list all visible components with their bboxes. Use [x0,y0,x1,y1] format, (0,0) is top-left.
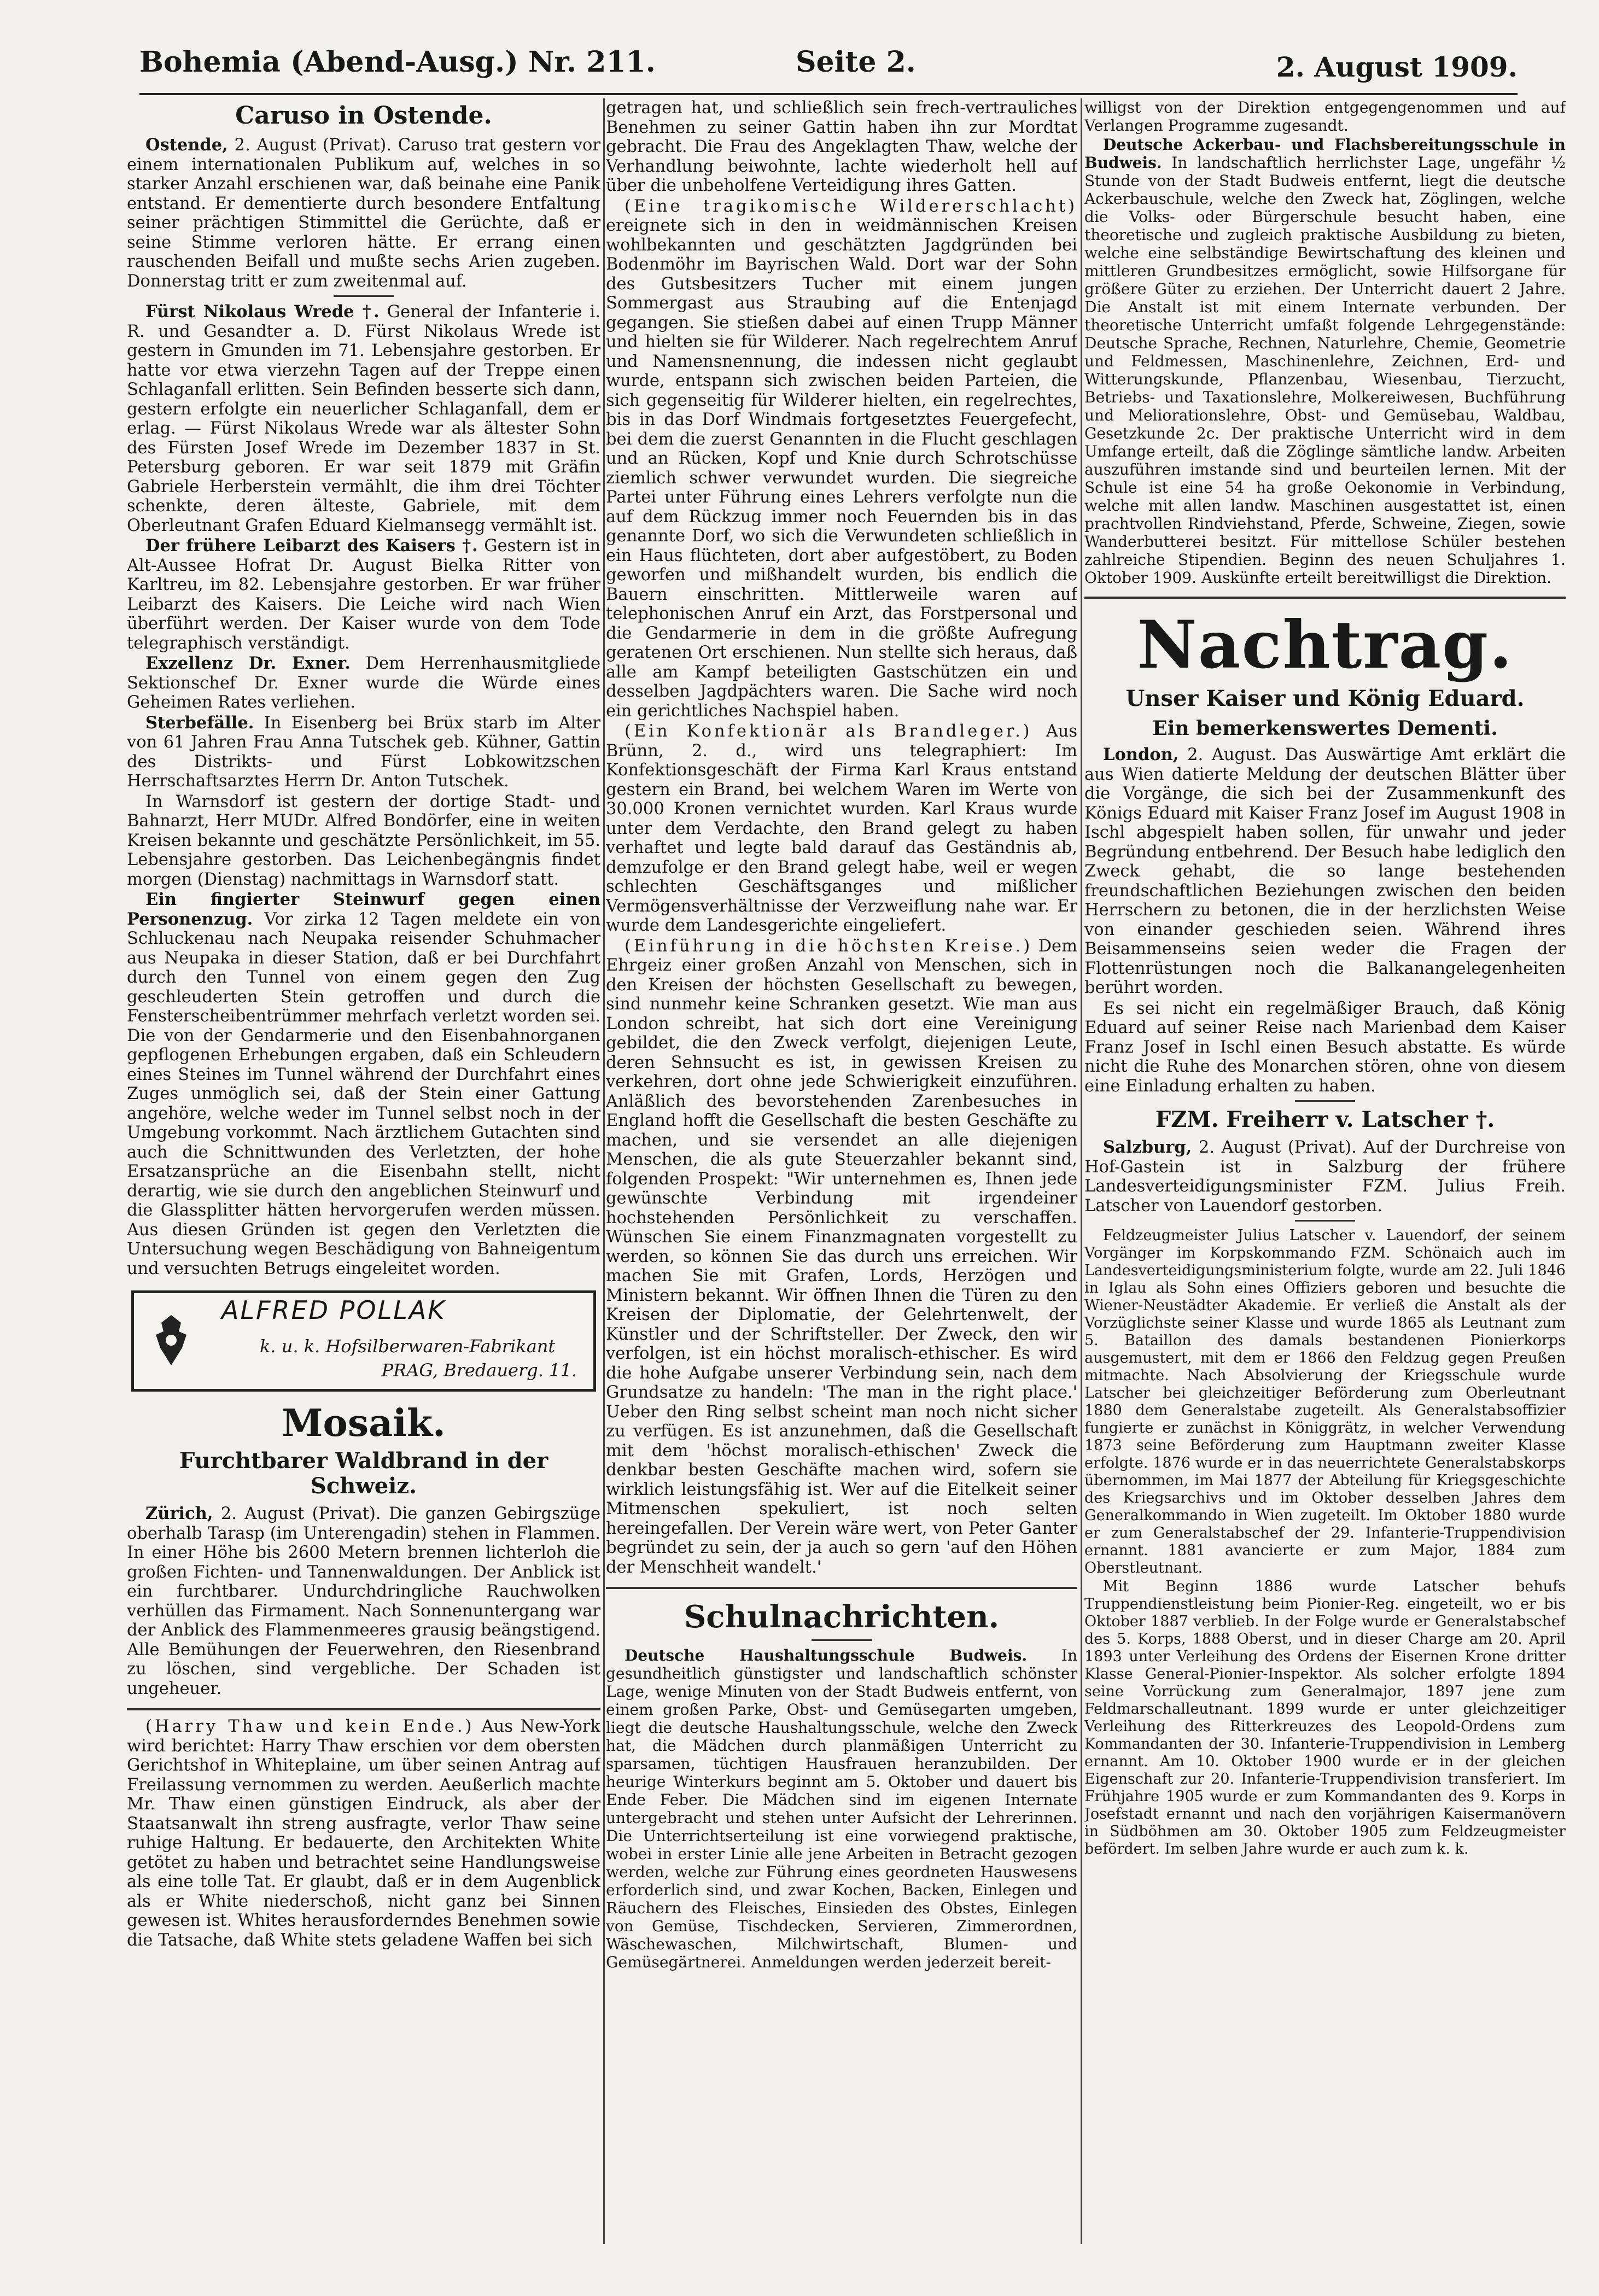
divider [127,1708,600,1710]
haushalt-article [606,1646,1077,1971]
latscher-bio-2: Mit Beginn 1886 wurde Latscher behufs Truppendienstleistung beim Pionier-Reg. eingeteilt, wo er bis Oktober 1887 verblieb. In der Folge wurde er Generalstabschef des 5. Korps, 1888 Oberst, und in dieser Charge am 20. April 1893 unter Verleihung des Ordens der Eisernen Krone dritter Klasse General-Pionier-Inspektor. Als solcher erfolgte 1894 seine Vorrückung zum Generalmajor, 1897 jene zum Feldmarschalleutnant. 1899 wurde er unter gleichzeitiger Verleihung des Ritterkreuzes des Leopold-Ordens zum Kommandanten der 30. Infanterie-Truppendivision in Lemberg ernannt. Am 10. Oktober 1900 wurde er in der gleichen Eigenschaft zur 20. Infanterie-Truppendivision transferiert. Im Frühjahre 1905 wurde er zum Kommandanten des 9. Korps in Josefstadt ernannt und nach den vorjährigen Kaisermanövern in Südböhmen am 30. Oktober 1905 zum Feldzeugmeister befördert. Im selben Jahre wurde er auch zum k. k. [1084,1578,1566,1857]
kreise-article [606,937,1077,1578]
thaw-article [127,1717,600,1950]
caruso-heading: Caruso in Ostende. [235,102,492,130]
nachtrag-subheading-2: Ein bemerkenswertes Dementi. [1152,717,1498,740]
divider [812,1639,872,1641]
kreise-lead: (Einführung in die höchsten Kreise.) [625,936,1033,956]
divider [334,295,394,297]
pollak-advertisement [131,1290,596,1392]
brand-text: Aus Brünn, 2. d., wird uns telegraphiert: Im Konfektionsgeschäft der Firma Karl Kraus entstand gestern ein Brand, bei welchem Waren im Werte von 30.000 Kronen vernichtet wurden. Karl Kraus wurde unter dem Verdachte, den Brand gelegt zu haben verhaftet und legte bald darauf das Geständnis ab, demzufolge er den Brand gelegt habe, weil er wegen schlechten Geschäftsganges und mißlicher Vermögensverhältnisse der Verzweiflung nahe war. Er wurde dem Landesgerichte eingeliefert. [606,722,1077,935]
schul-heading: Schulnachrichten. [684,1599,1000,1635]
brand-lead: (Ein Konfektionär als Brandleger.) [625,722,1032,741]
divider [1084,597,1566,599]
waldbrand-article [127,1504,600,1698]
haushalt-text: In gesundheitlich günstigster und landschaftlich schönster Lage, wenige Minuten von der Stadt Budweis entfernt, von einem großen Parke, Obst- und Gemüsegarten umgeben, liegt die deutsche Haushaltungsschule, welche den Zweck hat, die Mädchen durch planmäßigen Unterricht zu sparsamen, tüchtigen Hausfrauen heranzubilden. Der heurige Winterkurs beginnt am 5. Oktober und dauert bis Ende Feber. Die Mädchen sind im eigenen Internate untergebracht und stehen unter Aufsicht der Lehrerinnen. Die Unterrichtserteilung ist eine vorwiegend praktische, wobei in erster Linie alle jene Arbeiten in Betracht gezogen werden, welche zur Führung eines geordneten Hauswesens erforderlich sind, und zwar Kochen, Backen, Einlegen und Räuchern des Fleisches, Einsieden des Obstes, Einlegen von Gemüse, Tischdecken, Servieren, Zimmerordnen, Wäschewaschen, Milchwirtschaft, Blumen- und Gemüsegärtnerei. Anmeldungen werden jederzeit bereit- [606,1646,1077,1971]
column-rule-1 [603,98,605,2244]
london-dateline: London, [1103,745,1179,764]
ad-description: k. u. k. Hofsilberwaren-Fabrikant [260,1336,556,1357]
page-header [139,41,1518,95]
bielka-lead: Der frühere Leibarzt des Kaisers †. [145,536,478,556]
ackerbau-lead: Deutsche Ackerbau- und Flachsbereitungsschule in Budweis. [1084,136,1566,172]
caruso-article [127,136,600,291]
latscher-article [1084,1138,1566,1216]
mosaik-heading: Mosaik. [282,1401,446,1445]
column-3 [1084,98,1566,2247]
divider [1295,1100,1355,1102]
header-publication: Bohemia (Abend-Ausg.) Nr. 211. [139,45,656,79]
sterbe-text-1: In Eisenberg bei Brüx starb im Alter von 61 Jahren Frau Anna Tutschek geb. Kühner, Gattin des Distrikts- und Fürst Lobkowitzschen Herrschaftsarztes Herrn Dr. Anton Tutschek. [127,713,600,791]
column-1 [127,98,600,2247]
wilderer-text: ereignete sich in den in weidmännischen Kreisen wohlbekannten und geschätzten Jagdgründen bei Bodenmöhr im Bayrischen Wald. Dort war der Sohn des Gutsbesitzers Tucher mit einem jungen Sommergast aus Straubing auf die Entenjagd gegangen. Sie stießen dabei auf einen Trupp Männer und hielten sie für Wilderer. Nach regelrechtem Anruf und Namensnennung, die indessen nicht geglaubt wurde, entspann sich zwischen beiden Parteien, die sich gegenseitig für Wilderer hielten, ein regelrechtes, bis in das Dorf Windmais fortgesetztes Feuergefecht, bei dem die zuerst Genannten in die Flucht geschlagen und an Rücken, Kopf und Knie durch Schrotschüsse ziemlich schwer verwundet wurden. Die siegreiche Partei unter Führung eines Lehrers verfolgte nun die auf dem Rückzug immer noch Feuernden bis in das genannte Dorf, wo sich die Verwundeten schließlich in ein Haus flüchteten, dort aber aufgestöbert, zu Boden geworfen und mißhandelt wurden, bis endlich die Bauern einschritten. Mittlerweile waren auf telephonischen Anruf ein Arzt, das Forstpersonal und die Gendarmerie in dem in die größte Aufregung geratenen Ort erschienen. Nun stellte sich heraus, daß alle am Kampf beteiligten Gastschützen ein und desselben Jagdpächters waren. Die Sache wird noch ein gerichtliches Nachspiel haben. [606,216,1077,721]
caruso-dateline: Ostende, [145,135,228,155]
kreise-text: Dem Ehrgeiz einer großen Anzahl von Menschen, sich in den Kreisen der höchsten Gesellschaft zu bewegen, sind nunmehr keine Schranken gesetzt. Wie man aus London schreibt, hat sich dort eine Vereinigung gebildet, die den Zweck verfolgt, diejenigen Leute, deren Sehnsucht es ist, in gewissen Kreisen zu verkehren, dort ohne jede Schwierigkeit einzuführen. Anläßlich des bevorstehenden Zarenbesuches in England hofft die Gesellschaft die besten Geschäfte zu machen, und sie versendet an alle diejenigen Menschen, die als gute Steuerzahler bekannt sind, folgenden Prospekt: "Wir unternehmen es, Ihnen jede gewünschte Verbindung mit irgendeiner hochstehenden Persönlichkeit zu verschaffen. Wünschen Sie einem Finanzmagnaten vorgestellt zu werden, so können Sie das durch uns erreichen. Wir machen Sie mit Grafen, Lords, Herzögen und Ministern bekannt. Wir öffnen Ihnen die Türen zu den Kreisen der Diplomatie, der Gelehrtenwelt, der Künstler und der Schriftsteller. Der Zweck, den wir verfolgen, ist ein höchst moralisch-ethischer. Es wird die hohe Aufgabe unserer Verbindung sein, nach dem Grundsatze zu handeln: 'The man in the right place.' Ueber den Ring selbst scheint man noch nicht sicher zu verfügen. Es ist anzunehmen, daß die Gesellschaft mit dem 'höchst moralisch-ethischen' Zweck die denkbar besten Geschäfte machen wird, sofern sie wirklich leistungsfähig ist. Wer auf die Eitelkeit seiner Mitmenschen spekuliert, ist noch selten hereingefallen. Der Verein wäre wert, von Peter Ganter begründet zu sein, der ja auch so gern 'auf den Höhen der Menschheit wandelt.' [606,936,1077,1577]
ackerbau-article [1084,136,1566,587]
ad-address: PRAG, Bredauerg. 11. [381,1360,577,1381]
wrede-article [127,302,600,535]
london-text: 2. August. Das Auswärtige Amt erklärt die aus Wien datierte Meldung der deutschen Blätter über die Vorgänge, die sich bei der Zusammenkunft des Königs Eduard mit Kaiser Franz Josef im August 1908 in Ischl abgespielt haben sollen, für unwahr und jeder Begründung entbehrend. Der Besuch habe lediglich den Zweck gehabt, die so lange bestehenden freundschaftlichen Beziehungen zwischen den beiden Herrschern zu betonen, die in der herzlichsten Weise von einander geschieden seien. Während ihres Beisammenseins seien weder die Fragen der Flottenrüstungen noch die Balkanangelegenheiten berührt worden. [1084,745,1566,997]
divider [1295,1220,1355,1222]
thaw-continued: getragen hat, und schließlich sein frech-vertrauliches Benehmen zu seiner Gattin haben ihn zur Mordtat gebracht. Die Frau des Angeklagten Thaw, welche der Verhandlung beiwohnte, lachte wiederholt hell auf über die unbeholfene Verteidigung ihres Gatten. [606,98,1077,195]
ackerbau-text: In landschaftlich herrlichster Lage, ungefähr ½ Stunde von der Stadt Budweis entfernt, liegt die deutsche Ackerbauschule, welche den Zweck hat, Zöglingen, welche die Volks- oder Bürgerschule besucht haben, eine theoretische und zugleich praktische Ausbildung zu bieten, welche eine selbständige Bewirtschaftung des kleinen und mittleren Grundbesitzes ermöglicht, sowie Hilfsorgane für größere Güter zu erziehen. Der Unterricht dauert 2 Jahre. Die Anstalt ist mit einem Internate verbunden. Der theoretische Unterricht umfaßt folgende Lehrgegenstände: Deutsche Sprache, Rechnen, Naturlehre, Chemie, Geometrie und Feldmessen, Maschinenlehre, Zeichnen, Erd- und Witterungskunde, Pflanzenbau, Wiesenbau, Tierzucht, Betriebs- und Taxationslehre, Molkereiwesen, Buchführung und Meliorationslehre, Obst- und Gemüsebau, Waldbau, Gesetzkunde 2c. Der praktische Unterricht wird in dem Umfange erteilt, daß die Zöglinge sämtliche landw. Arbeiten auszuführen imstande sind und beurteilen lernen. Mit der Schule ist eine 54 ha große Oekonomie in Verbindung, welche mit allen landw. Maschinen ausgestattet ist, einen prachtvollen Rindviehstand, Pferde, Schweine, Ziegen, sowie Wanderbutterei besitzt. Für mittellose Schüler bestehen zahlreiche Stipendien. Beginn des neuen Schuljahres 1. Oktober 1909. Auskünfte erteilt bereitwilligst die Direktion. [1084,154,1566,587]
wilderer-article [606,197,1077,721]
crest-icon [148,1313,194,1368]
latscher-text: 2. August (Privat). Auf der Durchreise von Hof-Gastein ist in Salzburg der frühere Landesverteidigungsminister FZM. Julius Freih. Latscher von Lauendorf gestorben. [1084,1138,1566,1216]
wrede-text: General der Infanterie i. R. und Gesandter a. D. Fürst Nikolaus Wrede ist gestern in Gmunden im 71. Lebensjahre gestorben. Er hatte vor etwa vierzehn Tagen auf der Treppe einen Schlaganfall erlitten. Sein Befinden besserte sich dann, gestern erfolgte ein neuerlicher Schlaganfall, dem er erlag. — Fürst Nikolaus Wrede war als ältester Sohn des Fürsten Josef Wrede im Dezember 1837 in St. Petersburg geboren. Er war seit 1879 mit Gräfin Gabriele Herberstein vermählt, die ihm drei Töchter schenkte, deren älteste, Gabriele, mit dem Oberleutnant Grafen Eduard Kielmansegg vermählt ist. [127,302,600,535]
caruso-text: 2. August (Privat). Caruso trat gestern vor einem internationalen Publikum auf, welches in so starker Anzahl erschienen war, daß beinahe eine Panik entstand. Er dementierte durch besondere Entfaltung seiner prächtigen Stimmittel die Gerüchte, daß er seine Stimme verloren hätte. Er errang einen rauschenden Beifall und mußte sechs Arien zugeben. Donnerstag tritt er zum zweitenmal auf. [127,136,600,291]
exner-lead: Exzellenz Dr. Exner. [145,653,351,673]
thaw-lead: (Harry Thaw und kein Ende.) [145,1717,475,1736]
latscher-heading: FZM. Freiherr v. Latscher †. [1155,1107,1495,1132]
ad-company-name: ALFRED POLLAK [221,1295,446,1325]
wrede-lead: Fürst Nikolaus Wrede †. [145,302,380,322]
header-date: 2. August 1909. [1276,51,1518,83]
waldbrand-dateline: Zürich, [145,1504,213,1523]
schul-continued: willigst von der Direktion entgegengenommen und auf Verlangen Programme zugesandt. [1084,98,1566,135]
london-text-2: Es sei nicht ein regelmäßiger Brauch, daß König Eduard auf seiner Reise nach Marienbad dem Kaiser Franz Josef in Ischl einen Besuch abstatte. Es würde nicht die Ruhe des Monarchen stören, ohne von diesem eine Einladung erhalten zu haben. [1084,998,1566,1096]
column-2 [606,98,1077,2247]
sterbe-article [127,714,600,791]
sterbe-lead: Sterbefälle. [145,712,254,733]
haushalt-lead: Deutsche Haushaltungsschule Budweis. [625,1646,1028,1664]
column-rule-2 [1081,98,1082,2244]
steinwurf-text: Vor zirka 12 Tagen meldete ein von Schluckenau nach Neupaka reisender Schuhmacher aus Neupaka in dieser Station, daß er bei Durchfahrt durch den Tunnel von einem gegen den Zug geschleuderten Stein getroffen und durch die Fensterscheibentrümmer mehrfach verletzt worden sei. Die von der Gendarmerie und den Eisenbahnorganen gepflogenen Erhebungen ergaben, daß ein Schleudern eines Steines im Tunnel während der Durchfahrt eines Zuges unmöglich sei, daß der Stein einer Gattung angehöre, welche weder im Tunnel selbst noch in der Umgebung vorkommt. Nach ärztlichem Gutachten sind auch die Schnittwunden des Verletzten, der hohe Ersatzansprüche an die Eisenbahn stellt, nicht derartig, wie sie durch den angeblichen Steinwurf und die Glassplitter hätten hervorgerufen werden müssen. Aus diesen Gründen ist gegen den Verletzten die Untersuchung wegen Beschädigung von Bahneigentum und versuchten Betrugs eingeleitet worden. [127,909,600,1278]
latscher-dateline: Salzburg, [1103,1137,1192,1157]
wilderer-lead: (Eine tragikomische Wildererschlacht) [625,196,1077,216]
steinwurf-lead: Ein fingierter Steinwurf gegen einen Personenzug. [127,890,600,929]
exner-text: Dem Herrenhausmitgliede Sektionschef Dr. Exner wurde die Würde eines Geheimen Rates verliehen. [127,654,600,712]
divider [606,1587,1077,1589]
latscher-bio-1: Feldzeugmeister Julius Latscher v. Lauendorf, der seinem Vorgänger im Korpskommando FZM. Schönaich auch im Landesverteidigungsministerium folgte, wurde am 22. Juli 1846 in Iglau als Sohn eines Offiziers geboren und besuchte die Wiener-Neustädter Akademie. Er verließ die Anstalt als der Vorzüglichste seiner Klasse und wurde 1865 als Leutnant zum 5. Bataillon des damals bestandenen Pionierkorps ausgemustert, mit dem er 1866 den Feldzug gegen Preußen mitmachte. Nach Absolvierung der Kriegsschule wurde Latscher bei gleichzeitiger Beförderung zum Oberleutnant 1880 dem Generalstabe zugeteilt. Als Generalstabsoffizier fungierte er zunächst in Königgrätz, in welcher Verwendung 1873 seine Beförderung zum Hauptmann zweiter Klasse erfolgte. 1876 wurde er in das neuerrichtete Generalstabskorps übernommen, im Mai 1877 der Abteilung für Kriegsgeschichte des Kriegsarchivs und im Oktober desselben Jahres dem Generalkommando in Wien zugeteilt. Im Oktober 1880 wurde er zum Generalstabschef der 29. Infanterie-Truppendivision ernannt. 1881 avancierte er zum Major, 1884 zum Oberstleutnant. [1084,1227,1566,1576]
exner-article [127,654,600,712]
nachtrag-subheading: Unser Kaiser und König Eduard. [1125,686,1525,711]
brand-article [606,722,1077,936]
mosaik-subheading: Furchtbarer Waldbrand in der Schweiz. [179,1448,548,1499]
bielka-article [127,536,600,653]
london-article [1084,745,1566,998]
header-page-number: Seite 2. [796,45,916,79]
steinwurf-article [127,890,600,1278]
thaw-text: Aus New-York wird berichtet: Harry Thaw erschien vor dem obersten Gerichtshof in Whiteplaine, um über seinen Antrag auf Freilassung vernommen zu werden. Aeußerlich machte Mr. Thaw einen günstigen Eindruck, als aber der Staatsanwalt ihn streng ausfragte, verlor Thaw seine ruhige Haltung. Er bedauerte, den Architekten White getötet zu haben und betrachtet seine Handlungsweise als eine tolle Tat. Er glaubt, daß er in dem Augenblick als er White niederschoß, nicht ganz bei Sinnen gewesen ist. Whites herausforderndes Benehmen sowie die Tatsache, daß White stets geladene Waffen bei sich [127,1717,600,1950]
waldbrand-text: 2. August (Privat). Die ganzen Gebirgszüge oberhalb Tarasp (im Unterengadin) stehen in Flammen. In einer Höhe bis 2600 Metern brennen lichterloh die großen Fichten- und Tannenwaldungen. Der Anblick ist ein furchtbarer. Undurchdringliche Rauchwolken verhüllen das Firmament. Nach Sonnenuntergang war der Anblick des Flammenmeeres grausig beängstigend. Alle Bemühungen der Feuerwehren, den Riesenbrand zu löschen, sind vergebliche. Der Schaden ist ungeheuer. [127,1504,600,1698]
nachtrag-heading: Nachtrag. [1137,606,1513,683]
bielka-text: Gestern ist in Alt-Aussee Hofrat Dr. August Bielka Ritter von Karltreu, im 82. Lebensjahre gestorben. Er war früher Leibarzt des Kaisers. Die Leiche wird nach Wien überführt werden. Der Kaiser wurde von dem Tode telegraphisch verständigt. [127,536,600,653]
sterbe-text-2: In Warnsdorf ist gestern der dortige Stadt- und Bahnarzt, Herr MUDr. Alfred Bondörfer, eine in weiten Kreisen bekannte und geschätzte Persönlichkeit, im 55. Lebensjahre gestorben. Das Leichenbegängnis findet morgen (Dienstag) nachmittags in Warnsdorf statt. [127,792,600,889]
